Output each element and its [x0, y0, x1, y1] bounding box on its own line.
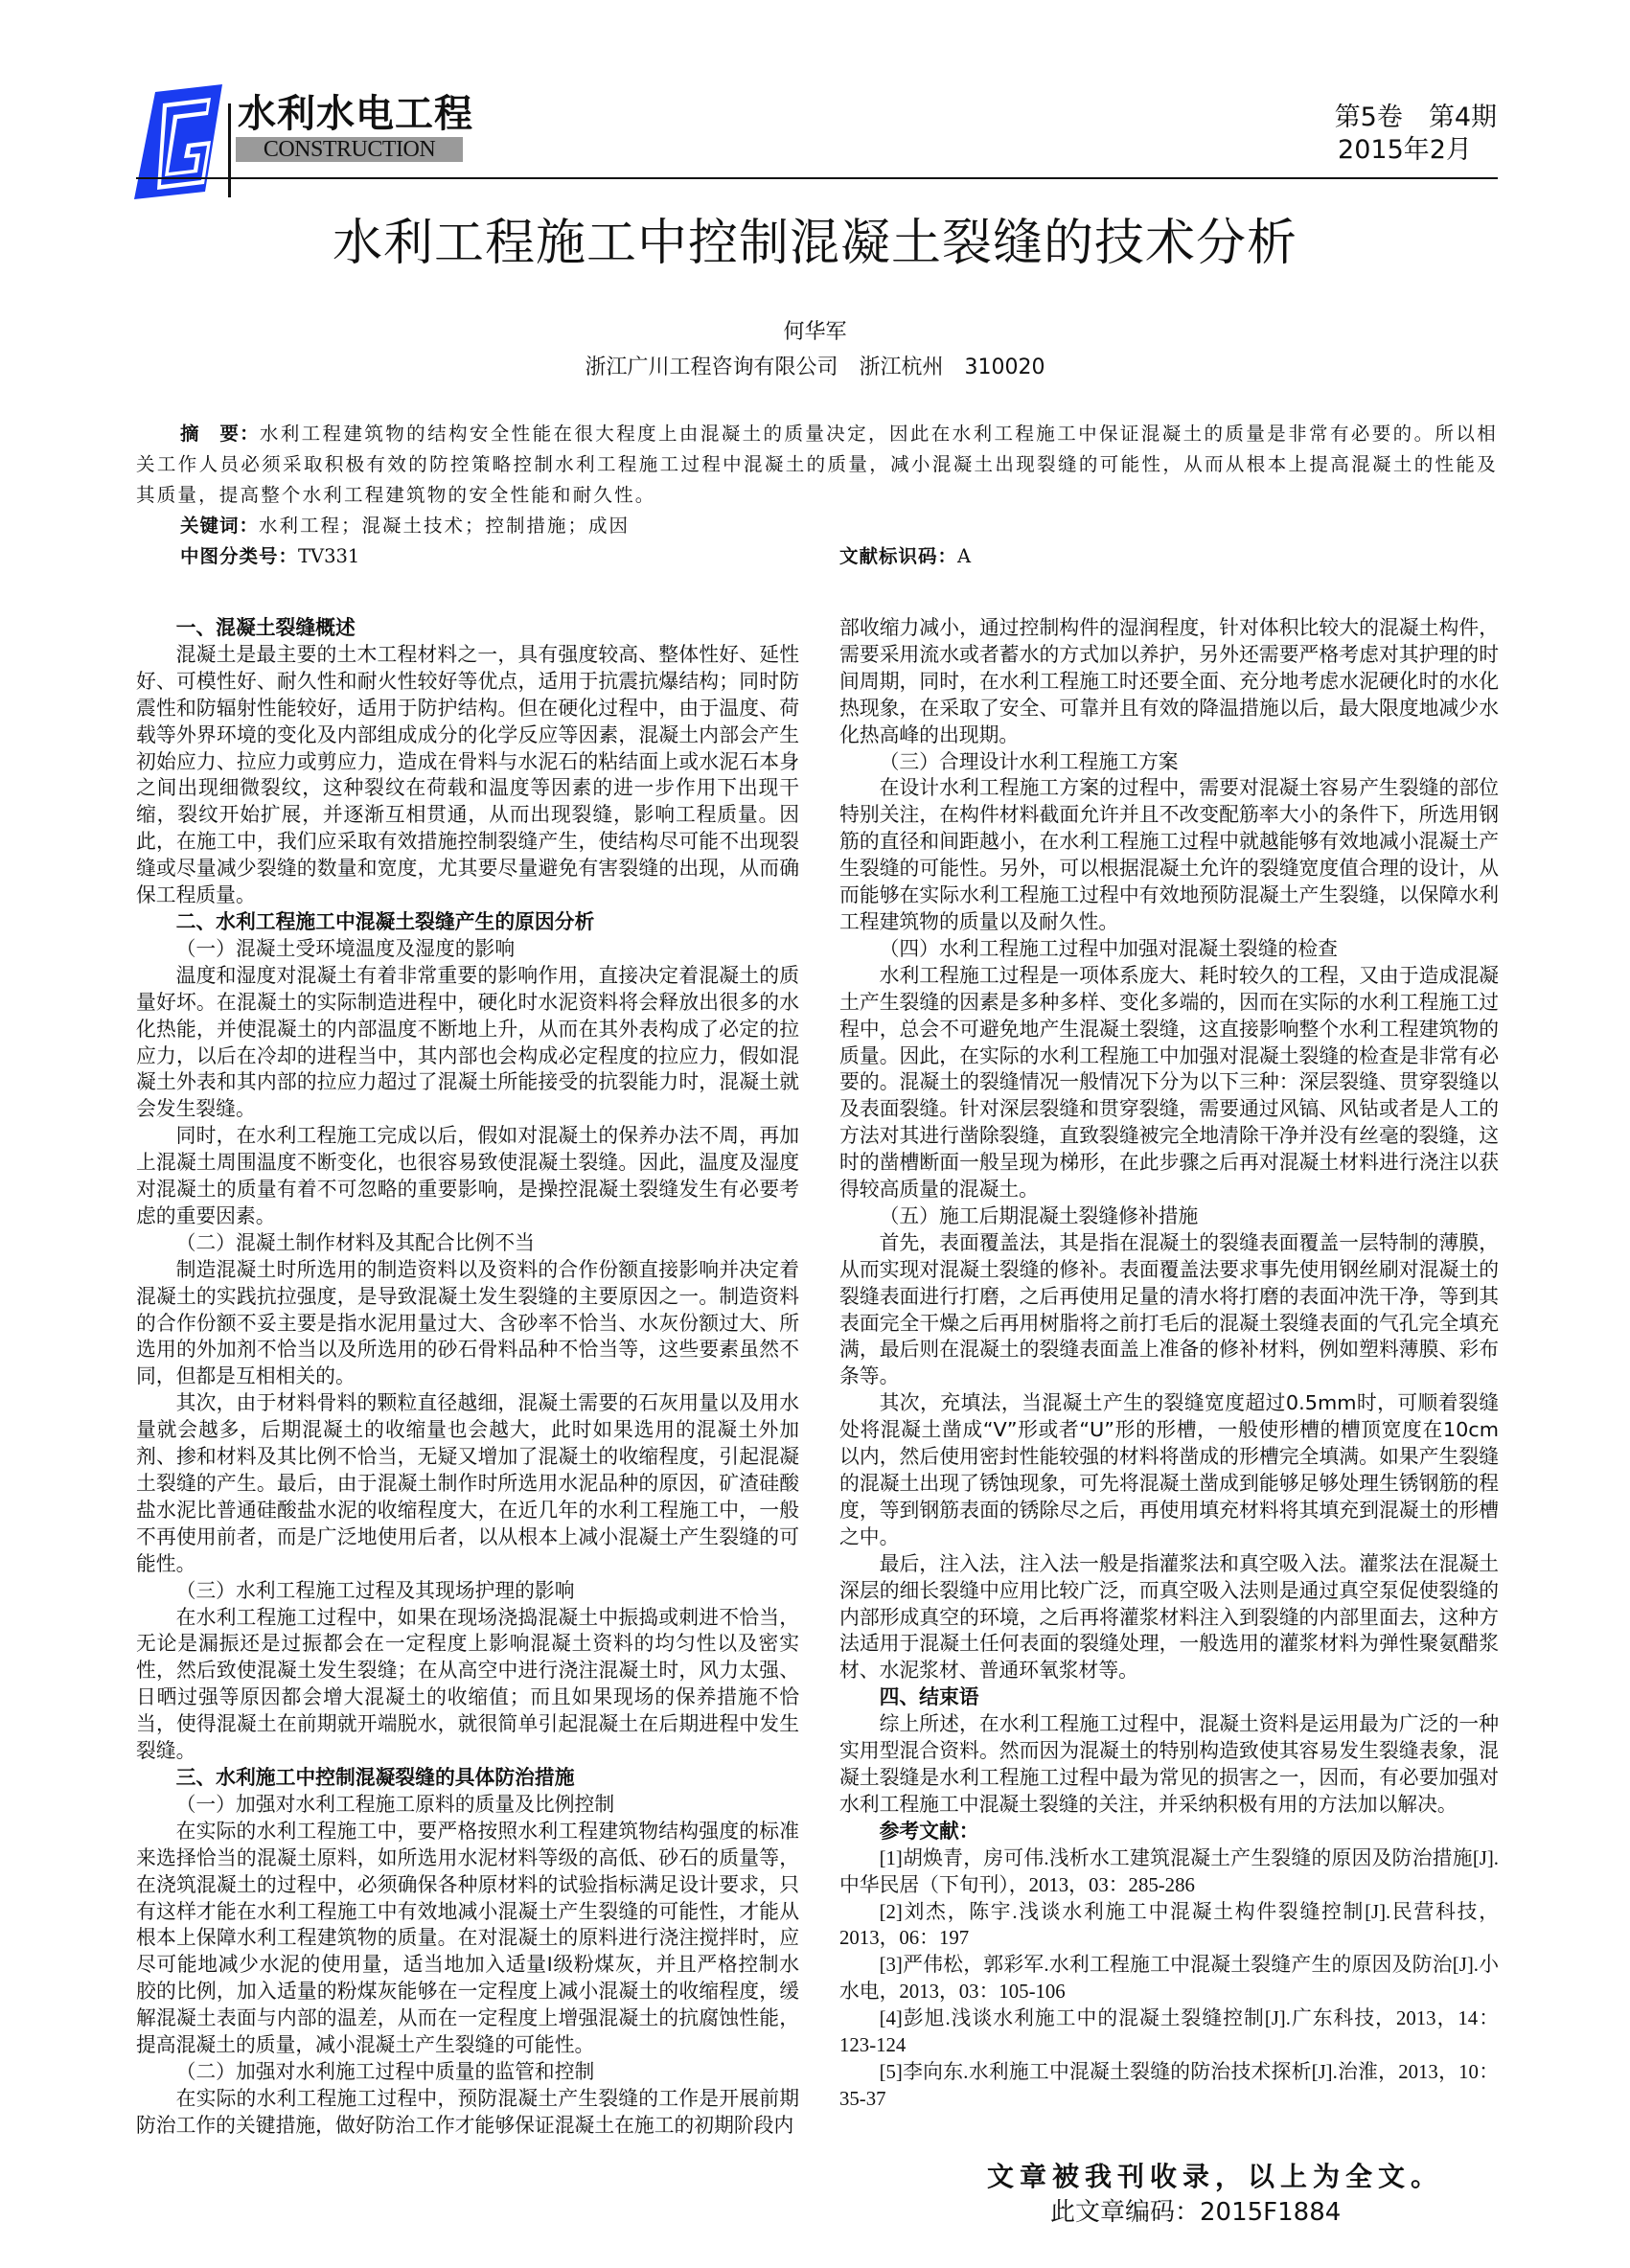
section-heading: 三、水利施工中控制混凝裂缝的具体防治措施 — [175, 1765, 575, 1789]
abstract — [136, 419, 1498, 511]
paragraph: 其次，由于材料骨料的颗粒直径越细，混凝土需要的石灰用量以及用水量就会越多，后期混凝土的收缩量也会越大，此时如果选用的混凝土外加剂、掺和材料及其比例不恰当，无疑又增加了混凝土的收缩程度，引起混凝土裂缝的产生。最后，由于混凝土制作时所选用水泥品种的原因，矿渣硅酸盐水泥比普通硅酸盐水泥的收缩程度大，在近几年的水利工程施工中，一般不再使用前者，而是广泛地使用后者，以从根本上减小混凝土产生裂缝的可能性。 — [136, 1391, 799, 1575]
journal-subtitle: CONSTRUCTION — [236, 137, 463, 162]
paragraph-continued: 部收缩力减小，通过控制构件的湿润程度，针对体积比较大的混凝土构件，需要采用流水或者蓄水的方式加以养护，另外还需要严格考虑对其护理的时间周期，同时，在水利工程施工时还要全面、充分地考虑水泥硬化时的水化热现象，在采取了安全、可靠并且有效的降温措施以后，最大限度地减少水化热高峰的出现期。 — [839, 616, 1499, 746]
section-heading: 二、水利工程施工中混凝土裂缝产生的原因分析 — [175, 909, 595, 933]
abstract-label: 摘 要： — [180, 423, 260, 445]
reference-item: [5]李向东.水利施工中混凝土裂缝的防治技术探析[J].治淮，2013，10：35-37 — [839, 2060, 1499, 2110]
issue-number: 第5卷 第4期 — [1334, 103, 1497, 132]
paragraph: 其次，充填法，当混凝土产生的裂缝宽度超过0.5mm时，可顺着裂缝处将混凝土凿成“V”形或者“U”形的形槽，一般使形槽的槽顶宽度在10cm以内，然后使用密封性能较强的材料将凿成的形槽完全填满。如果产生裂缝的混凝土出现了锈蚀现象，可先将混凝土凿成到能够足够处理生锈钢筋的程度，等到钢筋表面的锈除尽之后，再使用填充材料将其填充到混凝土的形槽之中。 — [839, 1391, 1499, 1548]
doc-code-label: 文献标识码： — [839, 545, 958, 567]
header-rule — [136, 177, 1498, 179]
reference-item: [1]胡焕青，房可伟.浅析水工建筑混凝土产生裂缝的原因及防治措施[J].中华民居（下旬刊），2013，03：285-286 — [839, 1846, 1499, 1896]
classification-number — [136, 541, 839, 572]
subsection-heading: （五）施工后期混凝土裂缝修补措施 — [879, 1203, 1199, 1227]
keywords — [136, 511, 1498, 541]
paragraph: 水利工程施工过程是一项体系庞大、耗时较久的工程，又由于造成混凝土产生裂缝的因素是多种多样、变化多端的，因而在实际的水利工程施工过程中，总会不可避免地产生混凝土裂缝，这直接影响整个水利工程建筑物的质量。因此，在实际的水利工程施工中加强对混凝土裂缝的检查是非常有必要的。混凝土的裂缝情况一般情况下分为以下三种：深层裂缝、贯穿裂缝以及表面裂缝。针对深层裂缝和贯穿裂缝，需要通过风镐、风钻或者是人工的方法对其进行凿除裂缝，直致裂缝被完全地清除干净并没有丝毫的裂缝，这时的凿槽断面一般呈现为梯形，在此步骤之后再对混凝土材料进行浇注以获得较高质量的混凝土。 — [839, 963, 1499, 1202]
subsection-heading: （二）混凝土制作材料及其配合比例不当 — [175, 1230, 535, 1254]
page-footer — [136, 2159, 1498, 2230]
journal-name: 水利水电工程 — [238, 92, 473, 136]
classification-row — [136, 541, 1498, 572]
document-code — [839, 541, 971, 572]
body-column-left — [136, 615, 799, 2140]
paragraph: 首先，表面覆盖法，其是指在混凝土的裂缝表面覆盖一层特制的薄膜，从而实现对混凝土裂缝的修补。表面覆盖法要求事先使用钢丝刷对混凝土的裂缝表面进行打磨，之后再使用足量的清水将打磨的表面冲洗干净，等到其表面完全干燥之后再用树脂将之前打毛后的混凝土裂缝表面的气孔完全填充满，最后则在混凝土的裂缝表面盖上准备的修补材料，例如塑料薄膜、彩布条等。 — [839, 1230, 1499, 1388]
paragraph: 在实际的水利工程施工中，要严格按照水利工程建筑物结构强度的标准来选择恰当的混凝土原料，如所选用水泥材料等级的高低、砂石的质量等，在浇筑混凝土的过程中，必须确保各种原材料的试验指标满足设计要求，只有这样才能在水利工程施工中有效地减小混凝土产生裂缝的可能性，才能从根本上保障水利工程建筑物的质量。在对混凝土的原料进行浇注搅拌时，应尽可能地减少水泥的使用量，适当地加入适量Ⅰ级粉煤灰，并且严格控制水胶的比例，加入适量的粉煤灰能够在一定程度上减小混凝土的收缩程度，缓解混凝土表面与内部的温差，从而在一定程度上增强混凝土的抗腐蚀性能，提高混凝土的质量，减小混凝土产生裂缝的可能性。 — [136, 1819, 799, 2057]
article-body-flow — [136, 419, 1498, 2268]
issue-info — [1284, 102, 1497, 167]
article-author: 何华军 — [783, 320, 847, 344]
keywords-label: 关键词： — [180, 515, 260, 537]
paragraph: 制造混凝土时所选用的制造资料以及资料的合作份额直接影响并决定着混凝土的实践抗拉强度，是导致混凝土发生裂缝的主要原因之一。制造资料的合作份额不妥主要是指水泥用量过大、含砂率不恰当、水灰份额过大、所选用的外加剂不恰当以及所选用的砂石骨料品种不恰当等，这些要素虽然不同，但都是互相相关的。 — [136, 1257, 799, 1388]
paragraph: 在水利工程施工过程中，如果在现场浇捣混凝土中振捣或刺进不恰当，无论是漏振还是过振都会在一定程度上影响混凝土资料的均匀性以及密实性，然后致使混凝土发生裂缝；在从高空中进行浇注混凝土时，风力太强、日晒过强等原因都会增大混凝土的收缩值；而且如果现场的保养措施不恰当，使得混凝土在前期就开端脱水，就很简单引起混凝土在后期进程中发生裂缝。 — [136, 1605, 799, 1763]
clc-label: 中图分类号： — [180, 545, 299, 567]
article-title: 水利工程施工中控制混凝土裂缝的技术分析 — [332, 215, 1297, 272]
subsection-heading: （三）水利工程施工过程及其现场护理的影响 — [175, 1578, 575, 1602]
section-heading: 四、结束语 — [879, 1685, 979, 1709]
doc-code-value: A — [957, 545, 972, 567]
subsection-heading: （一）混凝土受环境温度及湿度的影响 — [175, 936, 516, 960]
reference-item: [4]彭旭.浅谈水利施工中的混凝土裂缝控制[J].广东科技，2013，14：123-124 — [839, 2007, 1499, 2057]
paragraph: 在设计水利工程施工方案的过程中，需要对混凝土容易产生裂缝的部位特别关注，在构件材料截面允许并且不改变配筋率大小的条件下，所选用钢筋的直径和间距越小，在水利工程施工过程中就越能够有效地减小混凝土产生裂缝的可能性。另外，可以根据混凝土允许的裂缝宽度值合理的设计，从而能够在实际水利工程施工过程中有效地预防混凝土产生裂缝，以保障水利工程建筑物的质量以及耐久性。 — [839, 776, 1499, 933]
logo-divider — [228, 103, 231, 197]
section-heading: 参考文献： — [879, 1819, 979, 1843]
subsection-heading: （二）加强对水利施工过程中质量的监管和控制 — [175, 2059, 595, 2083]
paragraph: 综上所述，在水利工程施工过程中，混凝土资料是运用最为广泛的一种实用型混合资料。然而因为混凝土的特别构造致使其容易发生裂缝表象，混凝土裂缝是水利工程施工过程中最为常见的损害之一，因而，有必要加强对水利工程施工中混凝土裂缝的关注，并采纳积极有用的方法加以解决。 — [839, 1712, 1499, 1816]
subsection-heading: （三）合理设计水利工程施工方案 — [879, 749, 1179, 773]
reference-item: [3]严伟松，郭彩军.水利工程施工中混凝土裂缝产生的原因及防治[J].小水电，2013，03：105-106 — [839, 1954, 1499, 2004]
issue-date: 2015年2月 — [1338, 135, 1472, 165]
journal-logo — [134, 84, 226, 199]
body-column-right — [839, 615, 1499, 2113]
subsection-heading: （四）水利工程施工过程中加强对混凝土裂缝的检查 — [879, 936, 1338, 960]
author-affiliation: 浙江广川工程咨询有限公司 浙江杭州 310020 — [585, 355, 1045, 379]
keywords-text: 水利工程；混凝土技术；控制措施；成因 — [259, 515, 631, 537]
inclusion-note: 文章被我刊收录，以上为全文。 — [987, 2160, 1444, 2192]
abstract-text: 水利工程建筑物的结构安全性能在很大程度上由混凝土的质量决定，因此在水利工程施工中保证混凝土的质量是非常有必要的。所以相关工作人员必须采取积极有效的防控策略控制水利工程施工过程中混凝土的质量，减小混凝土出现裂缝的可能性，从而从根本上提高混凝土的性能及其质量，提高整个水利工程建筑物的安全性能和耐久性。 — [136, 423, 1498, 506]
paragraph: 混凝土是最主要的土木工程材料之一，具有强度较高、整体性好、延性好、可模性好、耐久性和耐火性较好等优点，适用于抗震抗爆结构；同时防震性和防辐射性能较好，适用于防护结构。但在硬化过程中，由于温度、荷载等外界环境的变化及内部组成成分的化学反应等因素，混凝土内部会产生初始应力、拉应力或剪应力，造成在骨料与水泥石的粘结面上或水泥石本身之间出现细微裂纹，这种裂纹在荷载和温度等因素的进一步作用下出现干缩，裂纹开始扩展，并逐渐互相贯通，从而出现裂缝，影响工程质量。因此，在施工中，我们应采取有效措施控制裂缝产生，使结构尽可能不出现裂缝或尽量减少裂缝的数量和宽度，尤其要尽量避免有害裂缝的出现，从而确保工程质量。 — [136, 642, 799, 907]
clc-value: TV331 — [298, 545, 360, 567]
section-heading: 一、混凝土裂缝概述 — [175, 616, 356, 639]
paragraph: 在实际的水利工程施工过程中，预防混凝土产生裂缝的工作是开展前期防治工作的关键措施，做好防治工作才能够保证混凝土在施工的初期阶段内 — [136, 2086, 799, 2137]
reference-item: [2]刘杰，陈宇.浅谈水利施工中混凝土构件裂缝控制[J].民营科技，2013，06：197 — [839, 1900, 1499, 1950]
paragraph: 温度和湿度对混凝土有着非常重要的影响作用，直接决定着混凝土的质量好坏。在混凝土的实际制造进程中，硬化时水泥资料将会释放出很多的水化热能，并使混凝土的内部温度不断地上升，从而在其外表构成了必定的拉应力，以后在冷却的进程当中，其内部也会构成必定程度的拉应力，假如混凝土外表和其内部的拉应力超过了混凝土所能接受的抗裂能力时，混凝土就会发生裂缝。 — [136, 963, 799, 1121]
paragraph: 最后，注入法，注入法一般是指灌浆法和真空吸入法。灌浆法在混凝土深层的细长裂缝中应用比较广泛，而真空吸入法则是通过真空泵促使裂缝的内部形成真空的环境，之后再将灌浆材料注入到裂缝的内部里面去，这种方法适用于混凝土任何表面的裂缝处理，一般选用的灌浆材料为弹性聚氨醋浆材、水泥浆材、普通环氧浆材等。 — [839, 1551, 1499, 1683]
body-columns — [136, 615, 1498, 2140]
subsection-heading: （一）加强对水利工程施工原料的质量及比例控制 — [175, 1792, 615, 1816]
article-code: 此文章编码：2015F1884 — [1050, 2197, 1342, 2227]
paragraph: 同时，在水利工程施工完成以后，假如对混凝土的保养办法不周，再加上混凝土周围温度不断变化，也很容易致使混凝土裂缝。因此，温度及湿度对混凝土的质量有着不可忽略的重要影响，是操控混凝土裂缝发生有必要考虑的重要因素。 — [136, 1124, 799, 1227]
